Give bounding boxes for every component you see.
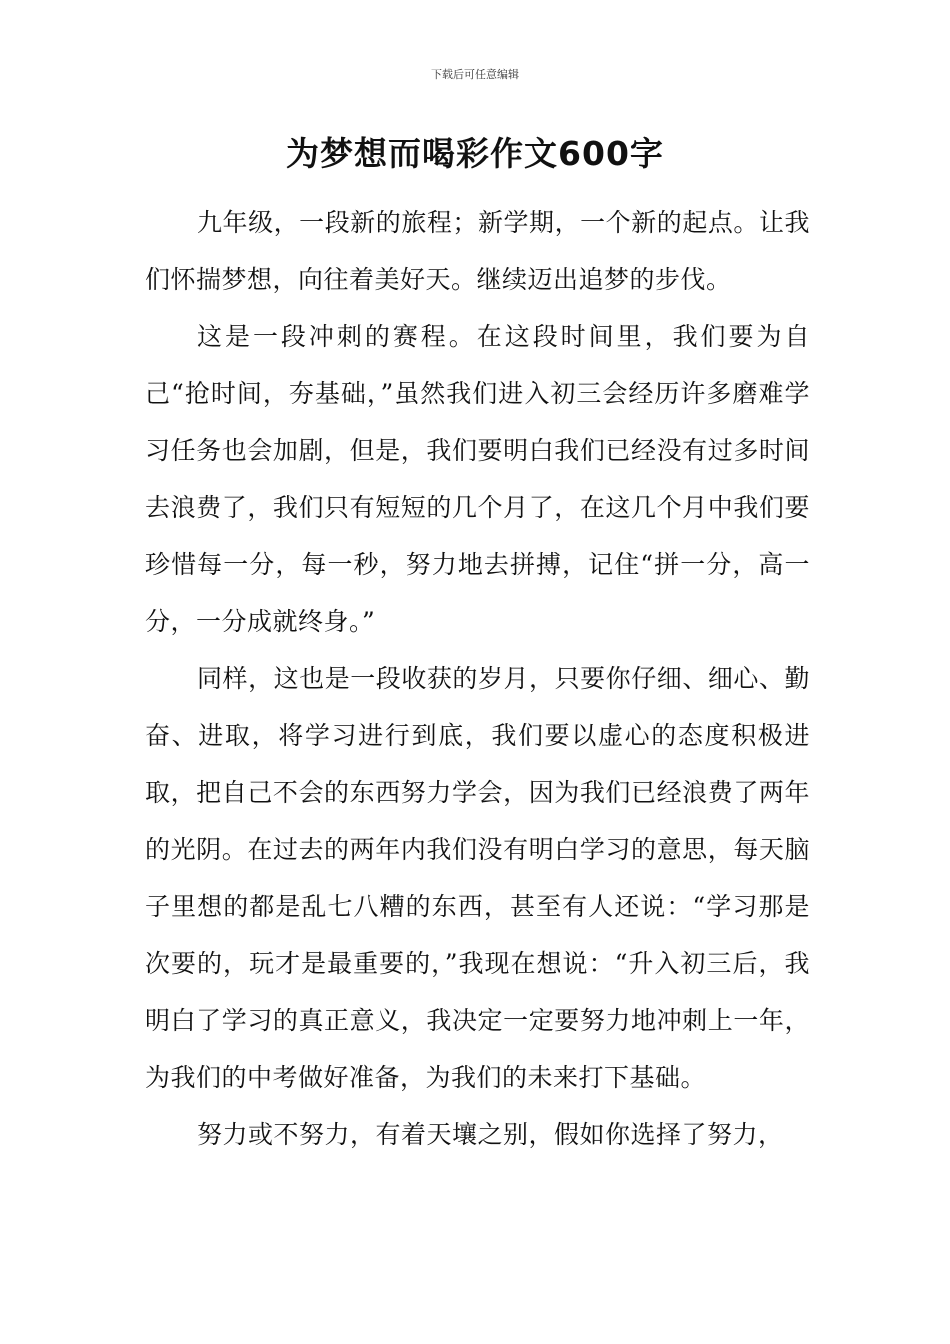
header-note: 下载后可任意编辑	[431, 68, 519, 81]
paragraph-1: 九年级，一段新的旅程；新学期，一个新的起点。让我们怀揣梦想，向往着美好天。继续迈出追梦的步伐。	[145, 208, 810, 294]
paragraph-3: 同样，这也是一段收获的岁月，只要你仔细、细心、勤奋、进取，将学习进行到底，我们要以虚心的态度积极进取，把自己不会的东西努力学会，因为我们已经浪费了两年的光阴。在过去的两年内我们没有明白学习的意思，每天脑子里想的都是乱七八糟的东西，甚至有人还说：“学习那是次要的，玩才是最重要的，”我现在想说：“升入初三后，我明白了学习的真正意义，我决定一定要努力地冲刺上一年，为我们的中考做好准备，为我们的未来打下基础。	[145, 664, 810, 1092]
document-body	[145, 194, 810, 1163]
document-title: 为梦想而喝彩作文600字	[286, 134, 664, 173]
paragraph-4: 努力或不努力，有着天壤之别，假如你选择了努力，	[197, 1120, 784, 1149]
paragraph-2: 这是一段冲刺的赛程。在这段时间里，我们要为自己“抢时间，夯基础，”虽然我们进入初三会经历许多磨难学习任务也会加剧，但是，我们要明白我们已经没有过多时间去浪费了，我们只有短短的几个月了，在这几个月中我们要珍惜每一分，每一秒，努力地去拼搏，记住“拼一分，高一分，一分成就终身。”	[145, 322, 810, 636]
